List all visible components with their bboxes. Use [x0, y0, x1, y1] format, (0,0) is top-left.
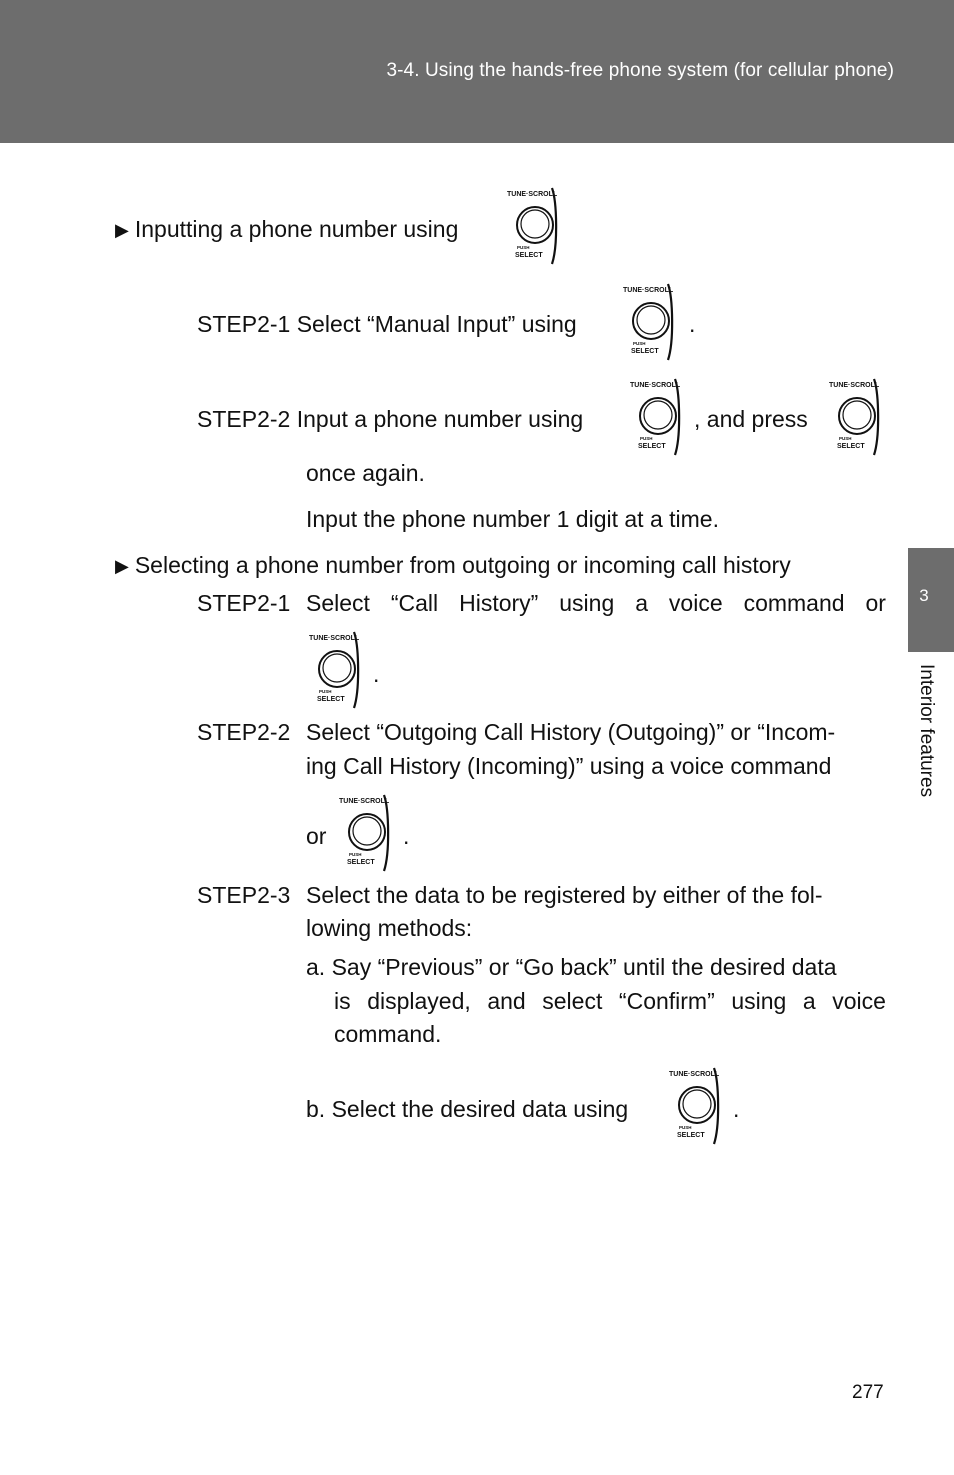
word: is	[334, 988, 351, 1014]
period: .	[373, 661, 380, 687]
tune-scroll-knob-icon	[628, 377, 690, 457]
word: “Call	[390, 590, 439, 616]
step-note: Input the phone number 1 digit at a time.	[306, 506, 719, 532]
step-text: Input a phone number using	[296, 406, 584, 432]
knob-image	[337, 793, 399, 873]
period: .	[689, 311, 696, 337]
word: a	[635, 590, 648, 616]
knob-image	[667, 1066, 729, 1146]
svg-text:PUSH: PUSH	[640, 436, 653, 441]
section-heading-history	[115, 551, 791, 581]
step-text: ing Call History (Incoming)” using a voice command	[306, 753, 832, 779]
word: displayed,	[367, 988, 471, 1014]
knob-image	[621, 282, 683, 362]
chapter-number: 3	[919, 586, 929, 605]
step-label: STEP2-1	[197, 590, 291, 616]
svg-text:SELECT: SELECT	[347, 859, 375, 866]
svg-text:PUSH: PUSH	[349, 852, 362, 857]
svg-text:PUSH: PUSH	[839, 436, 852, 441]
word: Select	[306, 590, 370, 616]
period: .	[733, 1096, 740, 1122]
section-heading-manual	[115, 215, 458, 245]
svg-text:TUNE·SCROLL: TUNE·SCROLL	[507, 191, 558, 198]
svg-text:TUNE·SCROLL: TUNE·SCROLL	[309, 635, 360, 642]
heading-text: Selecting a phone number from outgoing or incoming call history	[134, 552, 791, 578]
step-history-1-text	[306, 589, 886, 617]
svg-text:SELECT: SELECT	[317, 696, 345, 703]
method-a: a. Say “Previous” or “Go back” until the desired data	[306, 954, 837, 980]
step-text-cont: once again.	[306, 460, 425, 486]
method-a-line2	[334, 987, 886, 1015]
chapter-label: Interior features	[916, 664, 937, 798]
tune-scroll-knob-icon	[667, 1066, 729, 1146]
page-header	[0, 0, 954, 143]
chapter-tab	[908, 548, 954, 652]
tune-scroll-knob-icon	[621, 282, 683, 362]
svg-text:PUSH: PUSH	[633, 341, 646, 346]
word: command	[743, 590, 845, 616]
step-manual-1	[197, 310, 577, 338]
method-a-line3: command.	[334, 1021, 442, 1047]
svg-text:TUNE·SCROLL: TUNE·SCROLL	[829, 382, 880, 389]
step-text: Select “Outgoing Call History (Outgoing)” or “Incom-	[306, 719, 836, 745]
svg-text:TUNE·SCROLL: TUNE·SCROLL	[669, 1071, 720, 1078]
svg-text:SELECT: SELECT	[515, 252, 543, 259]
svg-text:SELECT: SELECT	[837, 443, 865, 450]
knob-image	[628, 377, 690, 457]
header-title: 3-4. Using the hands-free phone system (for cellular phone)	[386, 60, 894, 81]
svg-text:SELECT: SELECT	[677, 1132, 705, 1139]
step-label: STEP2-3	[197, 882, 291, 908]
step-label: STEP2-1	[197, 311, 291, 337]
word: using	[559, 590, 615, 616]
svg-text:TUNE·SCROLL: TUNE·SCROLL	[623, 287, 674, 294]
knob-image	[505, 186, 567, 266]
step-label: STEP2-2	[197, 406, 291, 432]
tune-scroll-knob-icon	[827, 377, 889, 457]
svg-text:PUSH: PUSH	[319, 689, 332, 694]
step-text: Select “Manual Input” using	[296, 311, 577, 337]
step-manual-2	[197, 405, 583, 433]
word: or	[865, 590, 886, 616]
svg-text:TUNE·SCROLL: TUNE·SCROLL	[339, 798, 390, 805]
svg-text:TUNE·SCROLL: TUNE·SCROLL	[630, 382, 681, 389]
step-text: lowing methods:	[306, 915, 473, 941]
tune-scroll-knob-icon	[307, 630, 369, 710]
word: voice	[832, 988, 886, 1014]
knob-image	[307, 630, 369, 710]
word: using	[731, 988, 787, 1014]
tune-scroll-knob-icon	[337, 793, 399, 873]
svg-text:SELECT: SELECT	[638, 443, 666, 450]
step-label: STEP2-2	[197, 719, 291, 745]
page-number: 277	[852, 1382, 884, 1403]
svg-text:PUSH: PUSH	[517, 245, 530, 250]
word: and	[487, 988, 526, 1014]
word: a	[802, 988, 816, 1014]
word: “Confirm”	[618, 988, 715, 1014]
step-text: or	[306, 823, 327, 849]
svg-text:PUSH: PUSH	[679, 1125, 692, 1130]
bullet-triangle-icon: ▶	[115, 220, 129, 240]
step-text: Select the data to be registered by either of the fol-	[306, 882, 823, 908]
period: .	[403, 823, 410, 849]
bullet-triangle-icon: ▶	[115, 556, 129, 576]
word: History”	[459, 590, 539, 616]
heading-text: Inputting a phone number using	[134, 216, 459, 242]
knob-image	[827, 377, 889, 457]
word: voice	[668, 590, 723, 616]
step-text-mid: , and press	[694, 406, 808, 432]
tune-scroll-knob-icon	[505, 186, 567, 266]
svg-text:SELECT: SELECT	[631, 348, 659, 355]
word: select	[542, 988, 603, 1014]
method-b: b. Select the desired data using	[306, 1096, 629, 1122]
